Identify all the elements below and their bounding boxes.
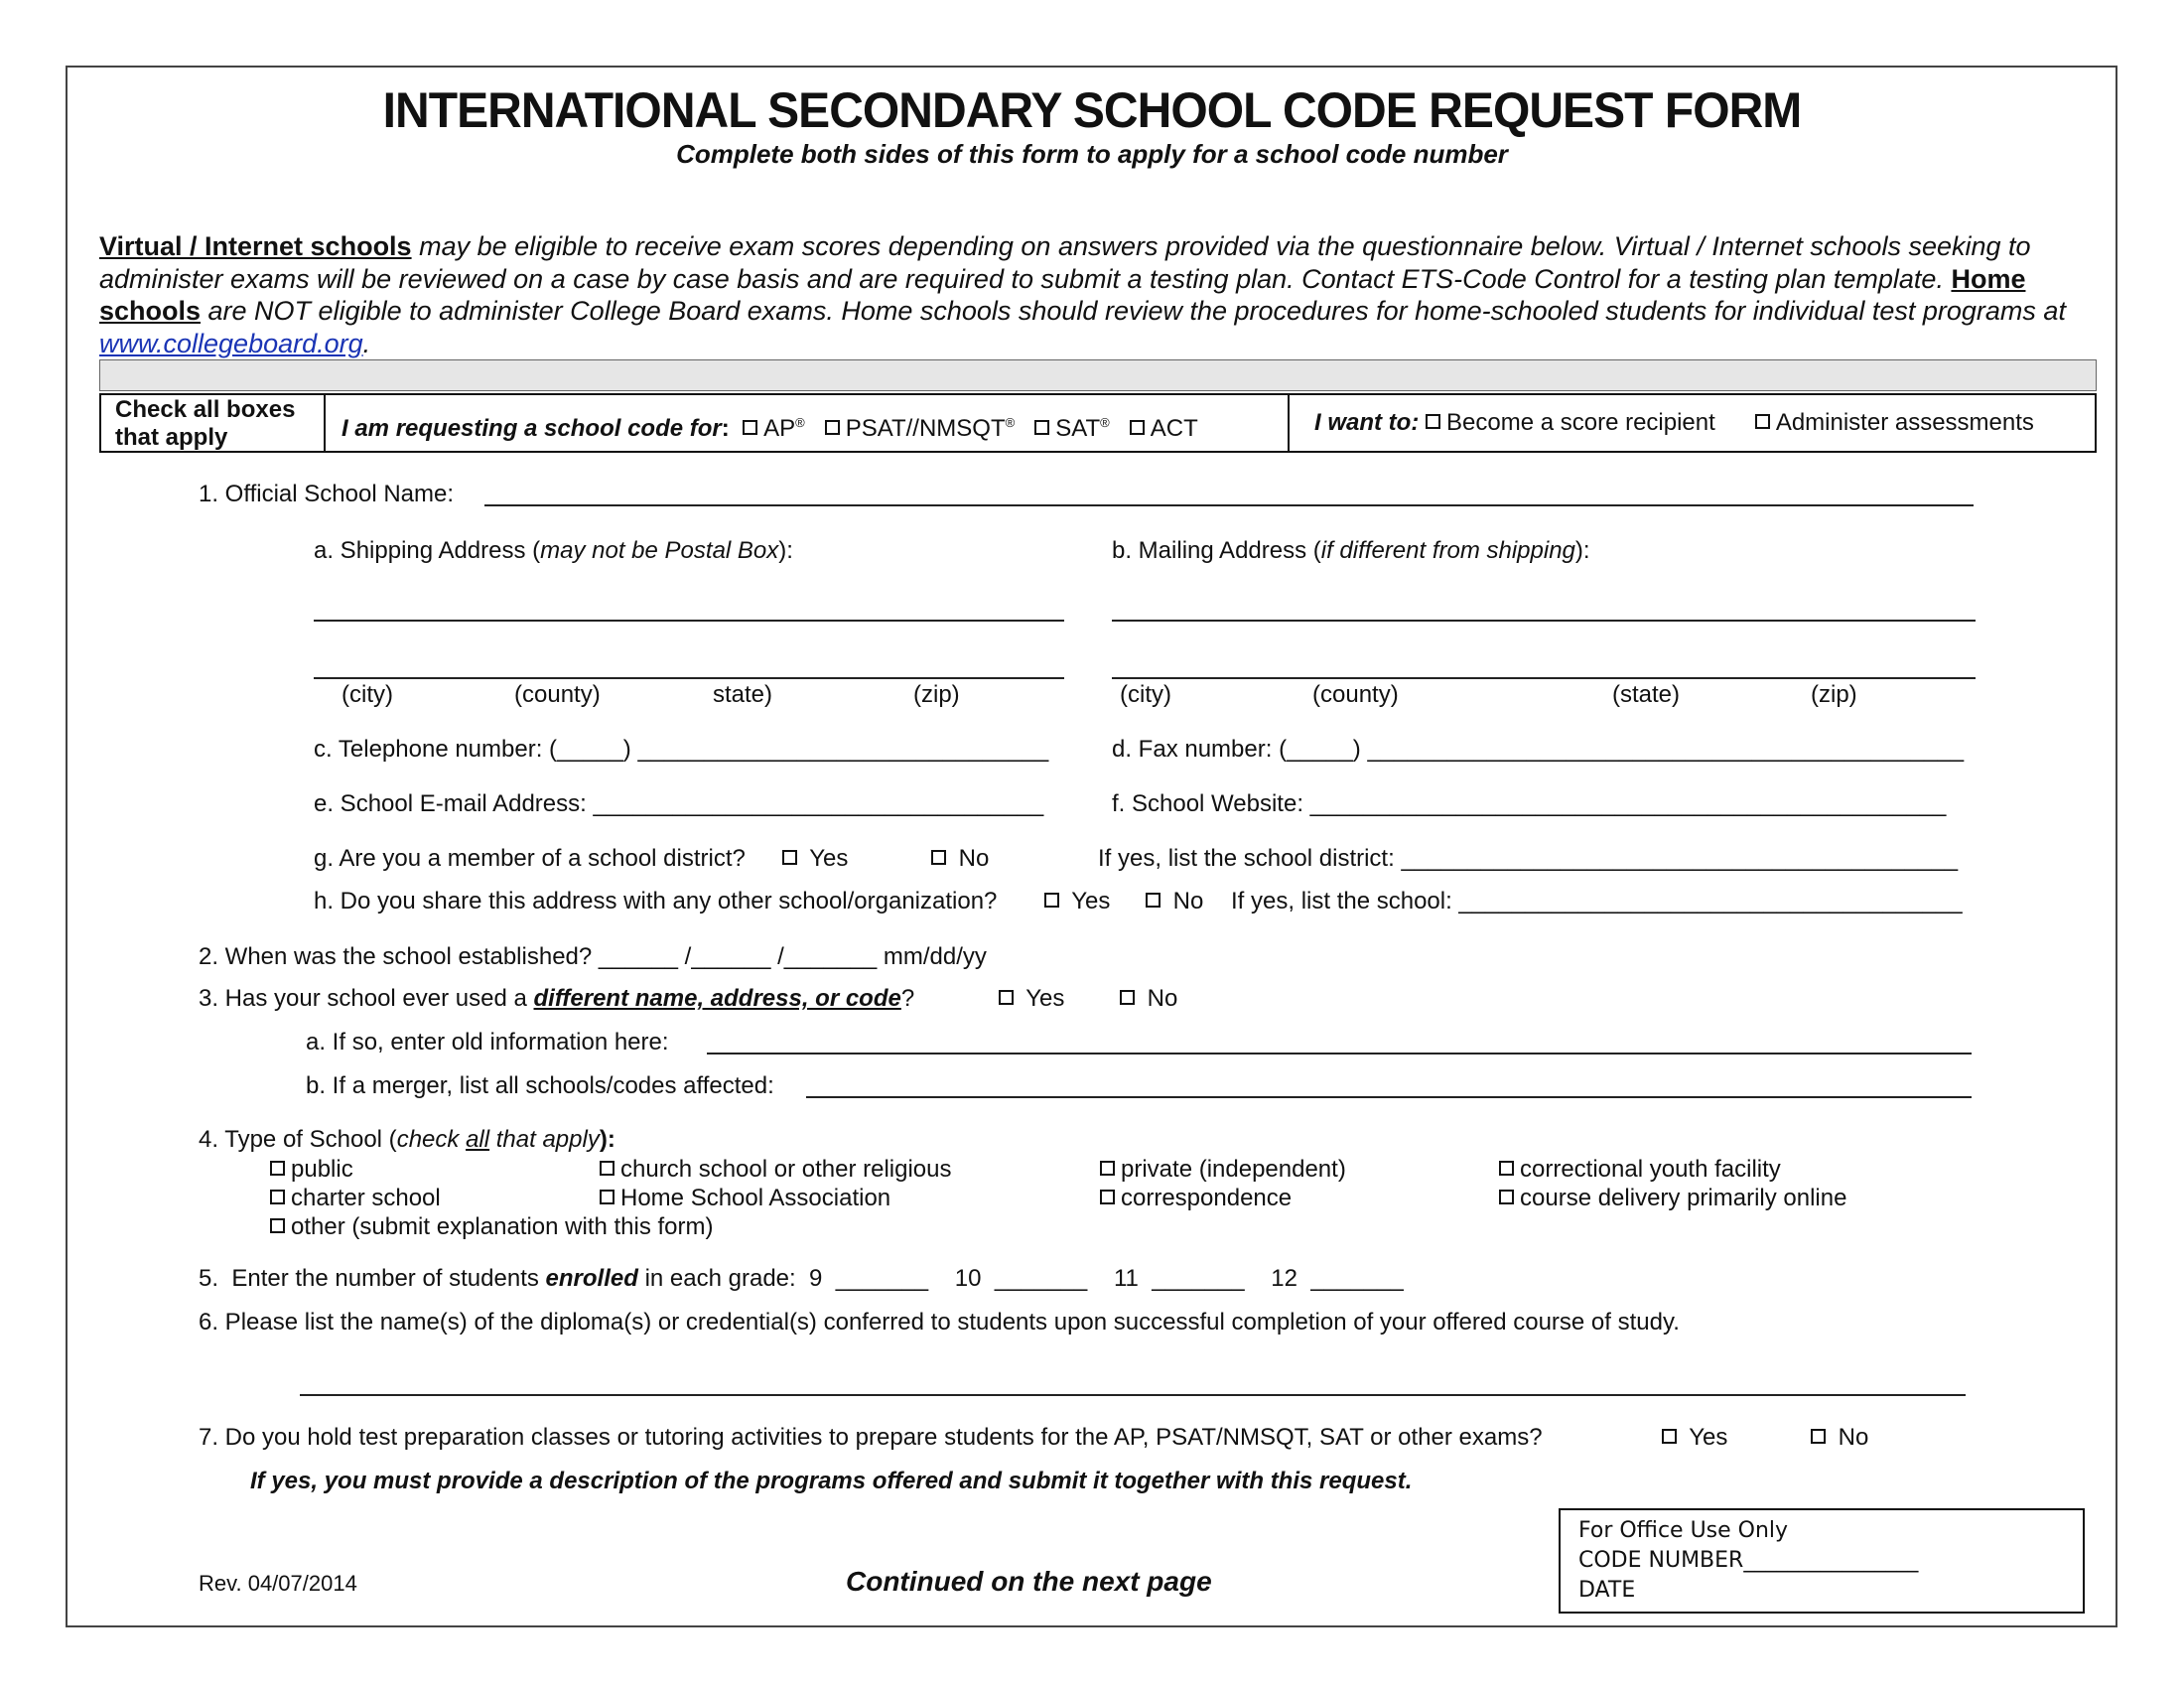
sat-reg: ® xyxy=(1100,415,1110,430)
home-text: are NOT eligible to administer College Board exams. Home schools should review the procedures for home-schooled students for individual test programs at xyxy=(201,296,2066,326)
office-use-title: For Office Use Only xyxy=(1578,1518,1789,1543)
email-field[interactable]: e. School E-mail Address: __________________________________ xyxy=(314,790,1044,817)
continued-note: Continued on the next page xyxy=(846,1566,1212,1597)
q3-yes-option[interactable] xyxy=(999,985,1064,1013)
district-no-label: No xyxy=(958,845,990,872)
administer-label: Administer assessments xyxy=(1775,409,2034,436)
q4-label xyxy=(199,1126,615,1154)
telephone-field[interactable]: c. Telephone number: (_____) _______________________________ xyxy=(314,736,1049,763)
home-school-label: Home School Association xyxy=(620,1185,891,1211)
q7-yes-label: Yes xyxy=(1689,1424,1728,1451)
virtual-text: may be eligible to receive exam scores depending on answers provided via the questionnaire below. Virtual / Internet schools seeking to administer exams will be reviewed on a case by case basis and are required to submit a testing plan. Contact ETS-Code Control for a testing plan template. xyxy=(99,231,2031,294)
mailing-state-label: (state) xyxy=(1612,681,1681,708)
share-no-checkbox[interactable] xyxy=(1146,893,1160,908)
share-yes-checkbox[interactable] xyxy=(1044,893,1059,908)
intro-paragraph xyxy=(99,230,2095,359)
revision-date: Rev. 04/07/2014 xyxy=(199,1571,357,1596)
public-checkbox[interactable] xyxy=(270,1161,285,1176)
private-label: private (independent) xyxy=(1121,1156,1346,1183)
mailing-zip-label: (zip) xyxy=(1811,681,1857,708)
shipping-note: may not be Postal Box xyxy=(540,537,779,564)
mailing-address-label xyxy=(1112,537,1590,565)
ap-reg: ® xyxy=(795,415,805,430)
q3-no-checkbox[interactable] xyxy=(1120,990,1135,1005)
office-use-box xyxy=(1559,1508,2085,1614)
mailing-suffix: ): xyxy=(1574,537,1590,564)
q6-question: 6. Please list the name(s) of the diploma(s) or credential(s) conferred to students upon successful completion of your offered course of study. xyxy=(199,1309,1680,1336)
share-no-option[interactable] xyxy=(1146,888,1203,915)
office-date-label: DATE xyxy=(1578,1578,1636,1603)
q7-no-option[interactable] xyxy=(1811,1424,1868,1452)
share-question: h. Do you share this address with any other school/organization? xyxy=(314,888,998,914)
church-checkbox[interactable] xyxy=(600,1161,614,1176)
q3a-field[interactable] xyxy=(707,1053,1972,1055)
other-label: other (submit explanation with this form) xyxy=(291,1213,714,1240)
type-online[interactable] xyxy=(1499,1185,1846,1212)
check-all-label-1: Check all boxes xyxy=(115,396,296,423)
share-yes-label: Yes xyxy=(1071,888,1111,914)
q4-suffix: ): xyxy=(599,1126,615,1153)
virtual-label: Virtual / Internet schools xyxy=(99,231,412,261)
q6-field[interactable] xyxy=(300,1394,1966,1396)
q4-prefix: 4. Type of School ( xyxy=(199,1126,397,1153)
shipping-zip-label: (zip) xyxy=(913,681,960,708)
sat-checkbox[interactable] xyxy=(1034,420,1049,435)
type-correctional[interactable] xyxy=(1499,1156,1781,1184)
home-label: Home schools xyxy=(99,263,2026,326)
q3-yes-checkbox[interactable] xyxy=(999,990,1014,1005)
intro-end: . xyxy=(362,328,371,358)
act-label: ACT xyxy=(1150,415,1198,442)
want-label: I want to: xyxy=(1314,409,1420,436)
type-correspondence[interactable] xyxy=(1100,1185,1292,1212)
score-recipient-checkbox[interactable] xyxy=(1426,414,1440,429)
ap-label: AP xyxy=(763,415,796,442)
shipping-county-label: (county) xyxy=(514,681,601,708)
code-number-field: CODE NUMBER________________ xyxy=(1578,1548,1919,1573)
share-yes-option[interactable] xyxy=(1044,888,1110,915)
mailing-note: if different from shipping xyxy=(1320,537,1575,564)
q4-that: that apply xyxy=(489,1126,600,1153)
form-title: INTERNATIONAL SECONDARY SCHOOL CODE REQUEST FORM xyxy=(382,82,1802,138)
q7-yes-checkbox[interactable] xyxy=(1662,1429,1677,1444)
q3-question xyxy=(199,985,914,1013)
correspondence-label: correspondence xyxy=(1121,1185,1293,1211)
q7-no-label: No xyxy=(1838,1424,1869,1451)
church-label: church school or other religious xyxy=(620,1156,952,1183)
score-recipient-label: Become a score recipient xyxy=(1446,409,1715,436)
q5-emphasis: enrolled xyxy=(545,1265,638,1292)
public-label: public xyxy=(291,1156,353,1183)
check-all-label-2: that apply xyxy=(115,424,228,451)
q4-all: all xyxy=(466,1126,490,1153)
shipping-address-line-1[interactable] xyxy=(314,620,1064,622)
type-church[interactable] xyxy=(600,1156,952,1184)
school-name-field[interactable] xyxy=(484,504,1974,506)
form-subtitle: Complete both sides of this form to apply for a school code number xyxy=(676,139,1508,169)
website-field[interactable]: f. School Website: ________________________________________________ xyxy=(1112,790,1947,817)
shipping-city-label: (city) xyxy=(341,681,393,708)
q2-established[interactable]: 2. When was the school established? ______ /______ /_______ mm/dd/yy xyxy=(199,943,987,970)
correctional-checkbox[interactable] xyxy=(1499,1161,1514,1176)
online-checkbox[interactable] xyxy=(1499,1190,1514,1204)
q5-enrollment[interactable] xyxy=(199,1265,1404,1293)
collegeboard-link[interactable]: www.collegeboard.org xyxy=(99,328,363,358)
mailing-address-line-2[interactable] xyxy=(1112,677,1976,679)
shipping-prefix: a. Shipping Address ( xyxy=(314,537,541,564)
q3-no-label: No xyxy=(1147,985,1178,1012)
q7-no-checkbox[interactable] xyxy=(1811,1429,1826,1444)
sat-label: SAT xyxy=(1055,415,1101,442)
correspondence-checkbox[interactable] xyxy=(1100,1190,1115,1204)
shipping-state-label: state) xyxy=(713,681,773,708)
shipping-address-line-2[interactable] xyxy=(314,677,1064,679)
request-box xyxy=(99,393,2097,453)
act-checkbox[interactable] xyxy=(1130,420,1145,435)
q3-no-option[interactable] xyxy=(1120,985,1177,1013)
type-charter[interactable] xyxy=(270,1185,441,1212)
psat-checkbox[interactable] xyxy=(825,420,840,435)
q3b-label: b. If a merger, list all schools/codes affected: xyxy=(306,1072,774,1099)
q3b-field[interactable] xyxy=(806,1096,1972,1098)
share-no-label: No xyxy=(1172,888,1204,914)
q5-suffix: in each grade: 9 _______ 10 _______ 11 _______ 12 _______ xyxy=(637,1265,1404,1292)
psat-reg: ® xyxy=(1005,415,1016,430)
district-yes-label: Yes xyxy=(809,845,849,872)
requesting-label: I am requesting a school code for xyxy=(341,415,722,442)
q7-note: If yes, you must provide a description of the programs offered and submit it together with this request. xyxy=(250,1468,1413,1494)
gray-divider-bar xyxy=(99,359,2097,391)
district-yes-checkbox[interactable] xyxy=(782,850,797,865)
requesting-colon: : xyxy=(721,415,730,442)
psat-label: PSAT//NMSQT xyxy=(845,415,1006,442)
q4-check: check xyxy=(396,1126,467,1153)
district-no-checkbox[interactable] xyxy=(931,850,946,865)
q3-prefix: 3. Has your school ever used a xyxy=(199,985,534,1012)
q3-suffix: ? xyxy=(900,985,915,1012)
ap-checkbox[interactable] xyxy=(743,420,757,435)
district-yes-option[interactable] xyxy=(782,845,848,873)
fax-field[interactable]: d. Fax number: (_____) _____________________________________________ xyxy=(1112,736,1965,763)
district-list-field[interactable]: If yes, list the school district: __________________________________________ xyxy=(1098,845,1959,872)
home-school-checkbox[interactable] xyxy=(600,1190,614,1204)
charter-checkbox[interactable] xyxy=(270,1190,285,1204)
q3a-label: a. If so, enter old information here: xyxy=(306,1029,669,1055)
charter-label: charter school xyxy=(291,1185,441,1211)
mailing-prefix: b. Mailing Address ( xyxy=(1112,537,1321,564)
type-public[interactable] xyxy=(270,1156,353,1184)
mailing-city-label: (city) xyxy=(1120,681,1171,708)
private-checkbox[interactable] xyxy=(1100,1161,1115,1176)
correctional-label: correctional youth facility xyxy=(1520,1156,1781,1183)
shipping-suffix: ): xyxy=(778,537,793,564)
administer-checkbox[interactable] xyxy=(1755,414,1770,429)
mailing-address-line-1[interactable] xyxy=(1112,620,1976,622)
district-question: g. Are you a member of a school district? xyxy=(314,845,746,872)
type-private[interactable] xyxy=(1100,1156,1346,1184)
q3-emphasis: different name, address, or code xyxy=(533,985,901,1012)
share-list-field[interactable]: If yes, list the school: ______________________________________ xyxy=(1231,888,1963,914)
online-label: course delivery primarily online xyxy=(1520,1185,1847,1211)
mailing-county-label: (county) xyxy=(1312,681,1399,708)
q7-question: 7. Do you hold test preparation classes or tutoring activities to prepare students for the AP, PSAT/NMSQT, SAT or other exams? xyxy=(199,1424,1543,1451)
q5-prefix: 5. Enter the number of students xyxy=(199,1265,546,1292)
type-other[interactable] xyxy=(270,1213,714,1241)
q3-yes-label: Yes xyxy=(1025,985,1065,1012)
other-checkbox[interactable] xyxy=(270,1218,285,1233)
q1-label: 1. Official School Name: xyxy=(199,481,455,507)
q7-yes-option[interactable] xyxy=(1662,1424,1727,1452)
type-home-school[interactable] xyxy=(600,1185,890,1212)
shipping-address-label xyxy=(314,537,793,565)
district-no-option[interactable] xyxy=(931,845,989,873)
